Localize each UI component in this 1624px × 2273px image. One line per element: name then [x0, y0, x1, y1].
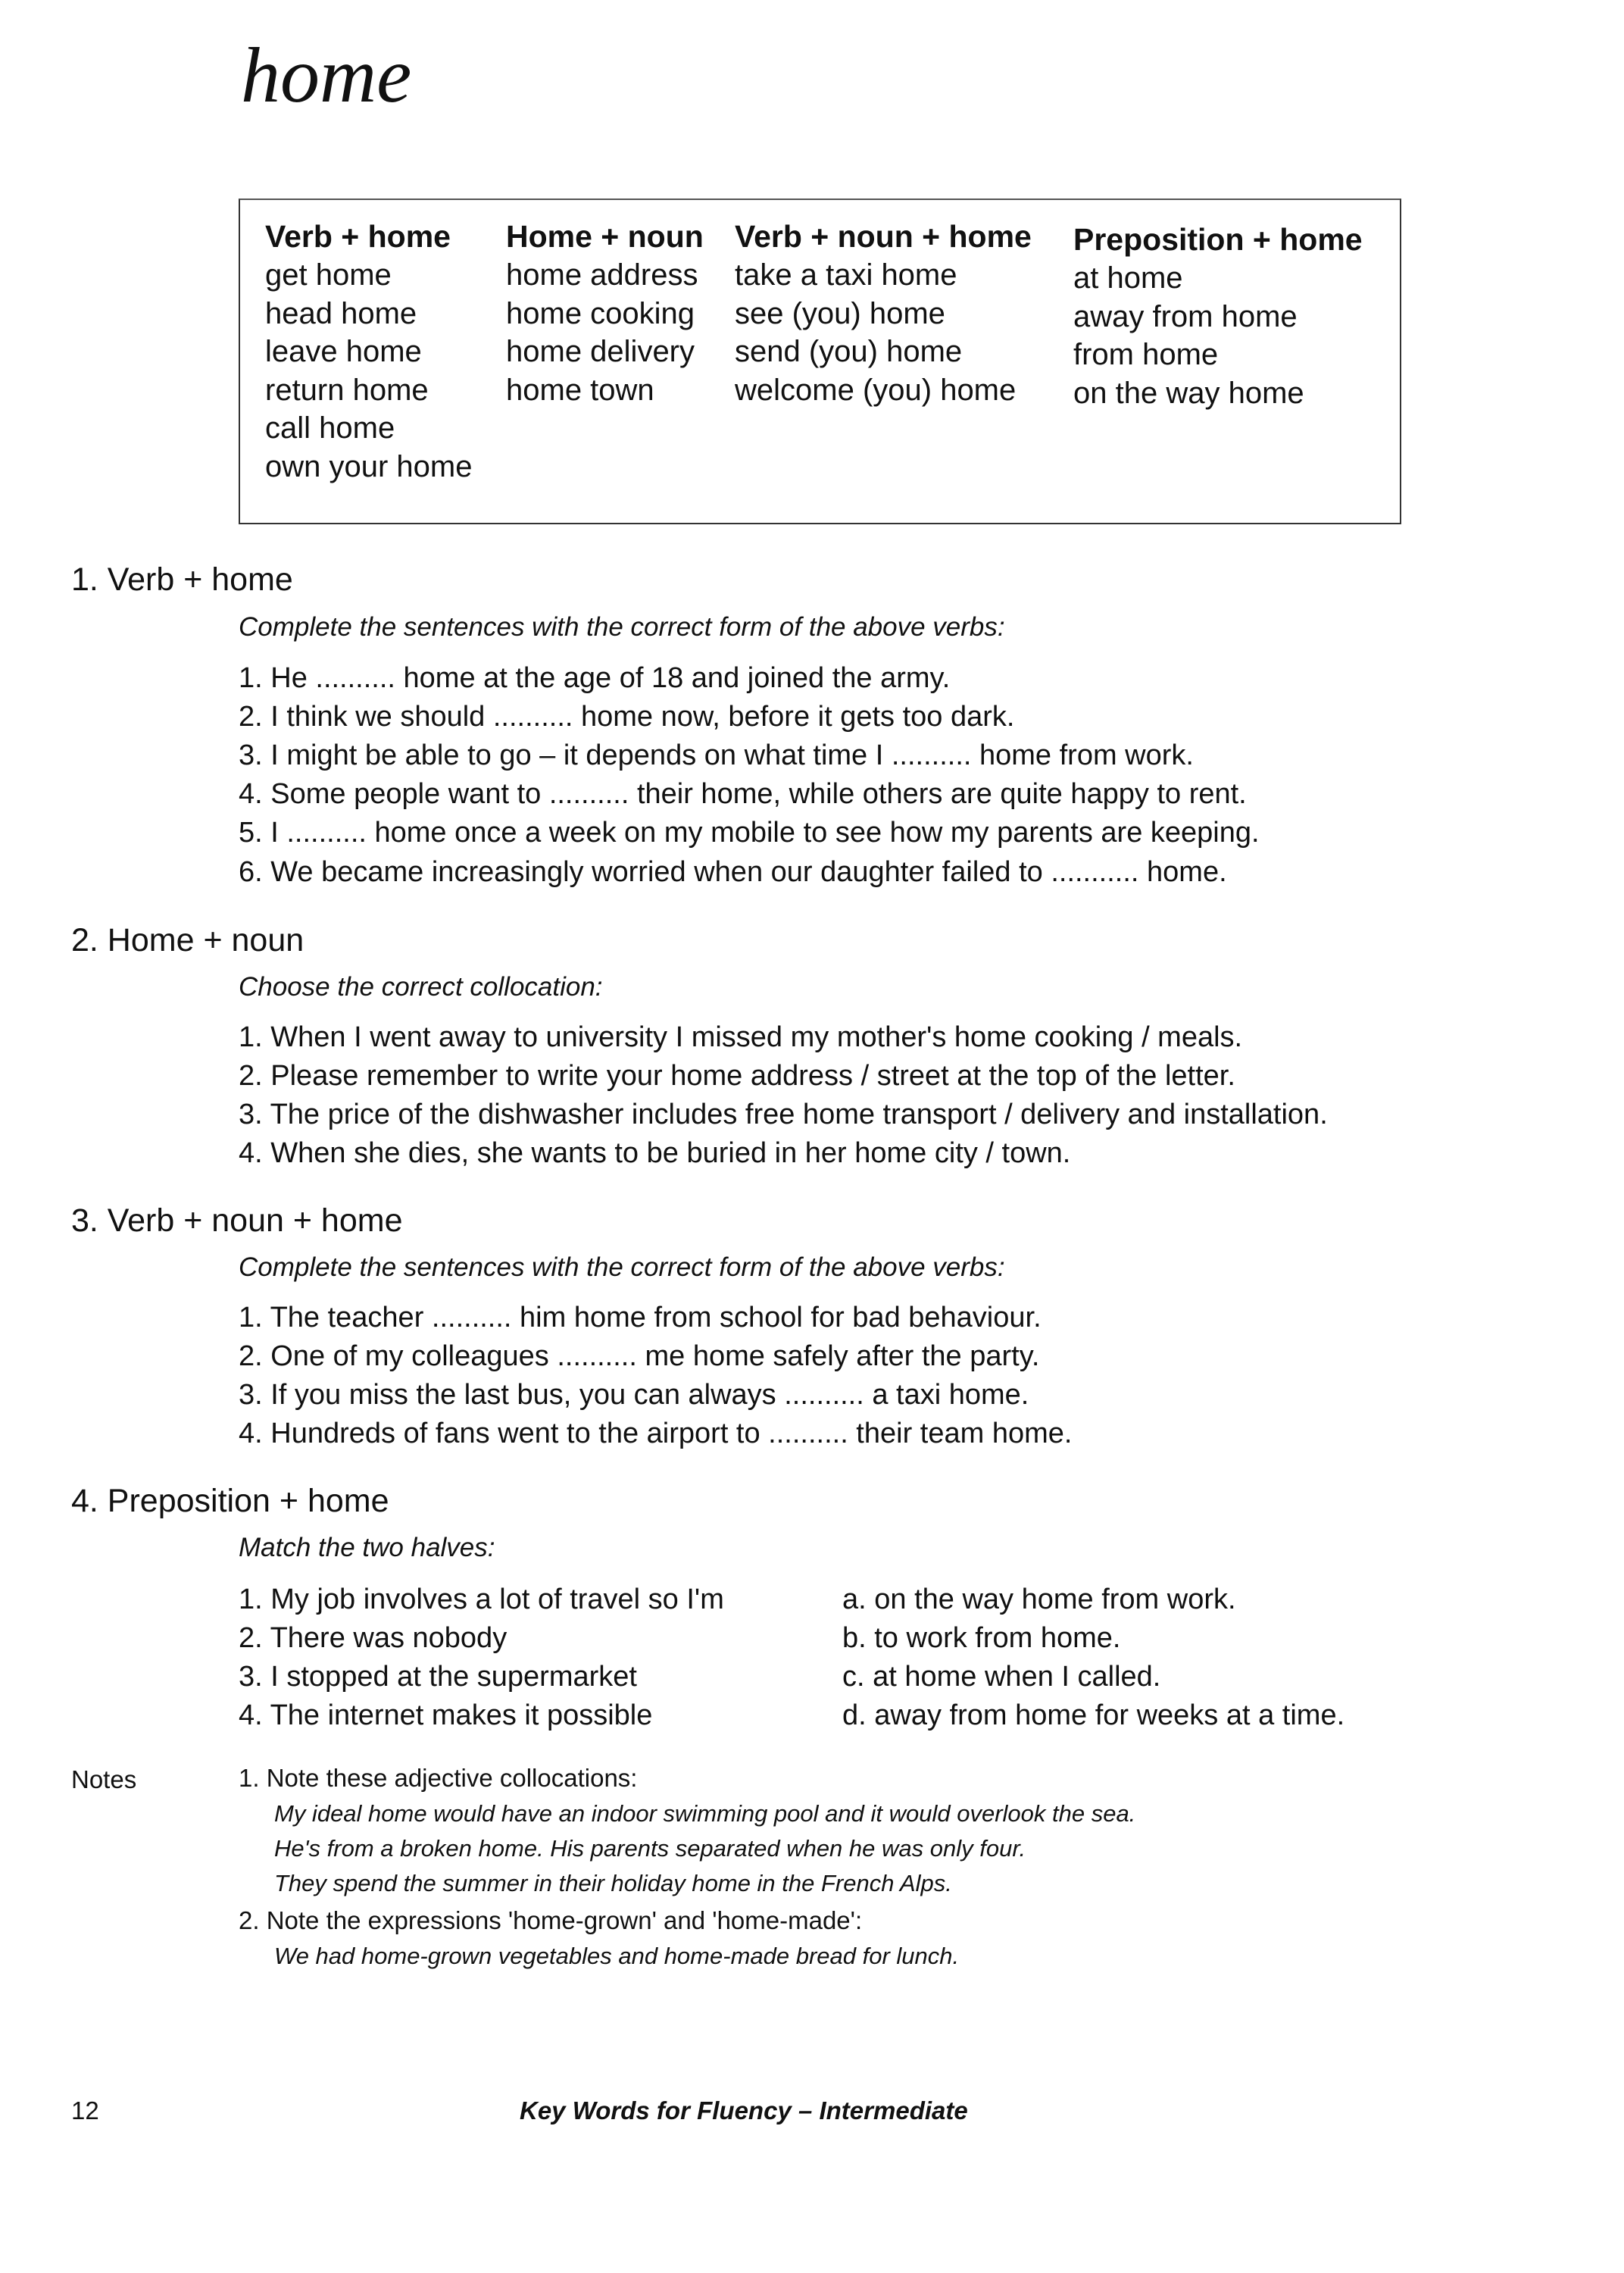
match-left-item: 2. There was nobody	[239, 1622, 508, 1654]
collocation-item: at home	[1073, 261, 1183, 295]
collocation-item: see (you) home	[735, 296, 945, 330]
exercise-item: 2. I think we should .......... home now, before it gets too dark.	[239, 701, 1015, 733]
exercise-item: 4. Some people want to .......... their home, while others are quite happy to rent.	[239, 778, 1247, 810]
note-example: My ideal home would have an indoor swimming pool and it would overlook the sea.	[274, 1800, 1136, 1827]
notes-label: Notes	[71, 1765, 137, 1793]
note-item: 2. Note the expressions 'home-grown' and 'home-made':	[239, 1906, 863, 1934]
exercise-item: 3. I might be able to go – it depends on what time I .......... home from work.	[239, 739, 1194, 771]
note-item: 1. Note these adjective collocations:	[239, 1764, 638, 1792]
collocation-item: from home	[1073, 338, 1219, 371]
match-right-item: a. on the way home from work.	[842, 1584, 1236, 1615]
collocation-item: return home	[265, 373, 429, 407]
match-right-item: b. to work from home.	[842, 1622, 1121, 1654]
column-home-noun	[506, 217, 704, 409]
section-instruction: Choose the correct collocation:	[239, 972, 603, 1002]
book-title: Key Words for Fluency – Intermediate	[520, 2096, 968, 2124]
section-heading: 1. Verb + home	[71, 561, 293, 598]
column-preposition-home	[1073, 220, 1363, 412]
section-heading: 3. Verb + noun + home	[71, 1202, 403, 1239]
collocation-item: leave home	[265, 335, 422, 368]
exercise-item: 3. The price of the dishwasher includes free home transport / delivery and installation.	[239, 1099, 1328, 1130]
collocation-item: home address	[506, 258, 698, 292]
collocation-item: head home	[265, 296, 417, 330]
column-header: Verb + noun + home	[735, 219, 1032, 254]
match-left-item: 4. The internet makes it possible	[239, 1699, 653, 1731]
section-instruction: Complete the sentences with the correct form of the above verbs:	[239, 1252, 1005, 1282]
exercise-item: 2. Please remember to write your home address / street at the top of the letter.	[239, 1060, 1235, 1092]
collocation-item: send (you) home	[735, 335, 963, 368]
page-number: 12	[71, 2096, 99, 2124]
collocation-item: home town	[506, 373, 654, 407]
section-heading: 4. Preposition + home	[71, 1483, 389, 1519]
collocation-item: away from home	[1073, 299, 1298, 333]
column-header: Verb + home	[265, 219, 451, 254]
match-left-item: 3. I stopped at the supermarket	[239, 1661, 637, 1693]
exercise-item: 3. If you miss the last bus, you can always .......... a taxi home.	[239, 1379, 1029, 1411]
exercise-item: 4. Hundreds of fans went to the airport to .......... their team home.	[239, 1418, 1073, 1449]
collocation-item: call home	[265, 411, 395, 445]
section-instruction: Match the two halves:	[239, 1533, 495, 1562]
section-heading: 2. Home + noun	[71, 922, 304, 958]
collocation-item: home cooking	[506, 296, 695, 330]
exercise-item: 1. When I went away to university I missed my mother's home cooking / meals.	[239, 1021, 1243, 1053]
column-header: Preposition + home	[1073, 222, 1363, 257]
page-title: home	[241, 32, 412, 119]
note-example: He's from a broken home. His parents separated when he was only four.	[274, 1835, 1026, 1862]
exercise-item: 2. One of my colleagues .......... me home safely after the party.	[239, 1340, 1040, 1372]
column-header: Home + noun	[506, 219, 704, 254]
exercise-item: 1. The teacher .......... him home from school for bad behaviour.	[239, 1302, 1042, 1333]
collocation-item: get home	[265, 258, 392, 292]
column-verb-noun-home	[735, 217, 1032, 409]
note-example: We had home-grown vegetables and home-made bread for lunch.	[274, 1943, 960, 1969]
collocation-item: welcome (you) home	[735, 373, 1017, 407]
exercise-item: 5. I .......... home once a week on my mobile to see how my parents are keeping.	[239, 817, 1260, 849]
column-verb-home	[265, 217, 472, 486]
collocation-item: own your home	[265, 449, 473, 483]
collocation-item: on the way home	[1073, 376, 1304, 410]
match-left-item: 1. My job involves a lot of travel so I'm	[239, 1584, 724, 1615]
match-right-item: d. away from home for weeks at a time.	[842, 1699, 1345, 1731]
exercise-item: 4. When she dies, she wants to be buried in her home city / town.	[239, 1137, 1071, 1169]
exercise-item: 6. We became increasingly worried when our daughter failed to ........... home.	[239, 856, 1227, 888]
section-instruction: Complete the sentences with the correct form of the above verbs:	[239, 612, 1005, 642]
match-right-item: c. at home when I called.	[842, 1661, 1161, 1693]
exercise-item: 1. He .......... home at the age of 18 and joined the army.	[239, 662, 951, 694]
collocation-item: take a taxi home	[735, 258, 957, 292]
collocation-item: home delivery	[506, 335, 695, 368]
collocation-box	[239, 199, 1401, 524]
note-example: They spend the summer in their holiday home in the French Alps.	[274, 1870, 952, 1896]
